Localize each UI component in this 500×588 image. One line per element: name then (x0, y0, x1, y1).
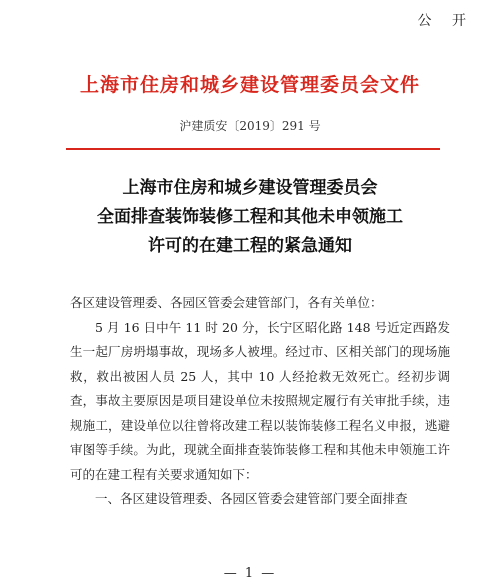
notice-title-line-2: 全面排查装饰装修工程和其他未申领施工 (97, 207, 403, 227)
red-divider (66, 148, 440, 150)
paragraph-incident: 5 月 16 日中午 11 时 20 分，长宁区昭化路 148 号近定西路发生一起厂房坍塌事故，现场多人被埋。经过市、区相关部门的现场施救，救出被困人员 25 人，其中 10 人经抢救无效死亡。经初步调查，事故主要原因是项目建设单位未按照规定履行有关审批手续，违规施工，建设单位以往曾将改建工程以装饰装修工程名义申报，逃避审图等手续。为此，现就全面排查装饰装修工程和其他未申领施工许可的在建工程有关要求通知如下： (70, 319, 450, 482)
notice-title (0, 174, 500, 261)
salutation: 各区建设管理委、各园区管委会建管部门，各有关单位： (70, 295, 383, 310)
notice-title-line-1: 上海市住房和城乡建设管理委员会 (122, 178, 378, 198)
paragraph-item-one: 一、各区建设管理委、各园区管委会建管部门要全面排查 (95, 491, 408, 506)
document-number: 沪建质安〔2019〕291 号 (179, 119, 321, 133)
notice-title-line-3: 许可的在建工程的紧急通知 (148, 236, 352, 256)
notice-body (70, 291, 450, 512)
public-label: 公 开 (417, 13, 474, 29)
page-number: — 1 — (223, 566, 277, 581)
issuer-title: 上海市住房和城乡建设管理委员会文件 (79, 74, 420, 96)
